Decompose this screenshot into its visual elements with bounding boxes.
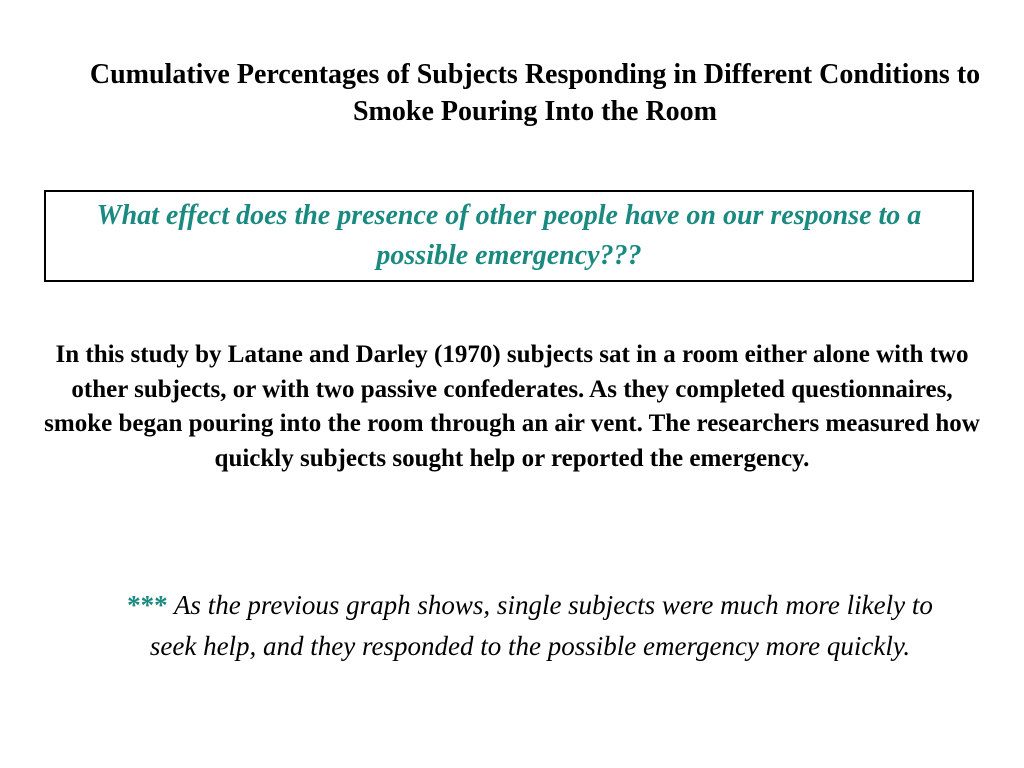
question-text: What effect does the presence of other people have on our response to a possible emergency??? (96, 200, 922, 271)
question-box (44, 190, 974, 282)
note-marker: *** (127, 590, 168, 620)
study-description: In this study by Latane and Darley (1970) subjects sat in a room either alone with two other subjects, or with two passive confederates. As they completed questionnaires, smoke began pouring into the room through an air vent. The researchers measured how quickly subjects sought help or reported the emergency. (44, 341, 980, 472)
conclusion-note (120, 585, 940, 667)
note-text: As the previous graph shows, single subjects were much more likely to seek help, and they responded to the possible emergency more quickly. (149, 590, 933, 661)
slide-title: Cumulative Percentages of Subjects Responding in Different Conditions to Smoke Pouring Into the Room (89, 59, 981, 127)
